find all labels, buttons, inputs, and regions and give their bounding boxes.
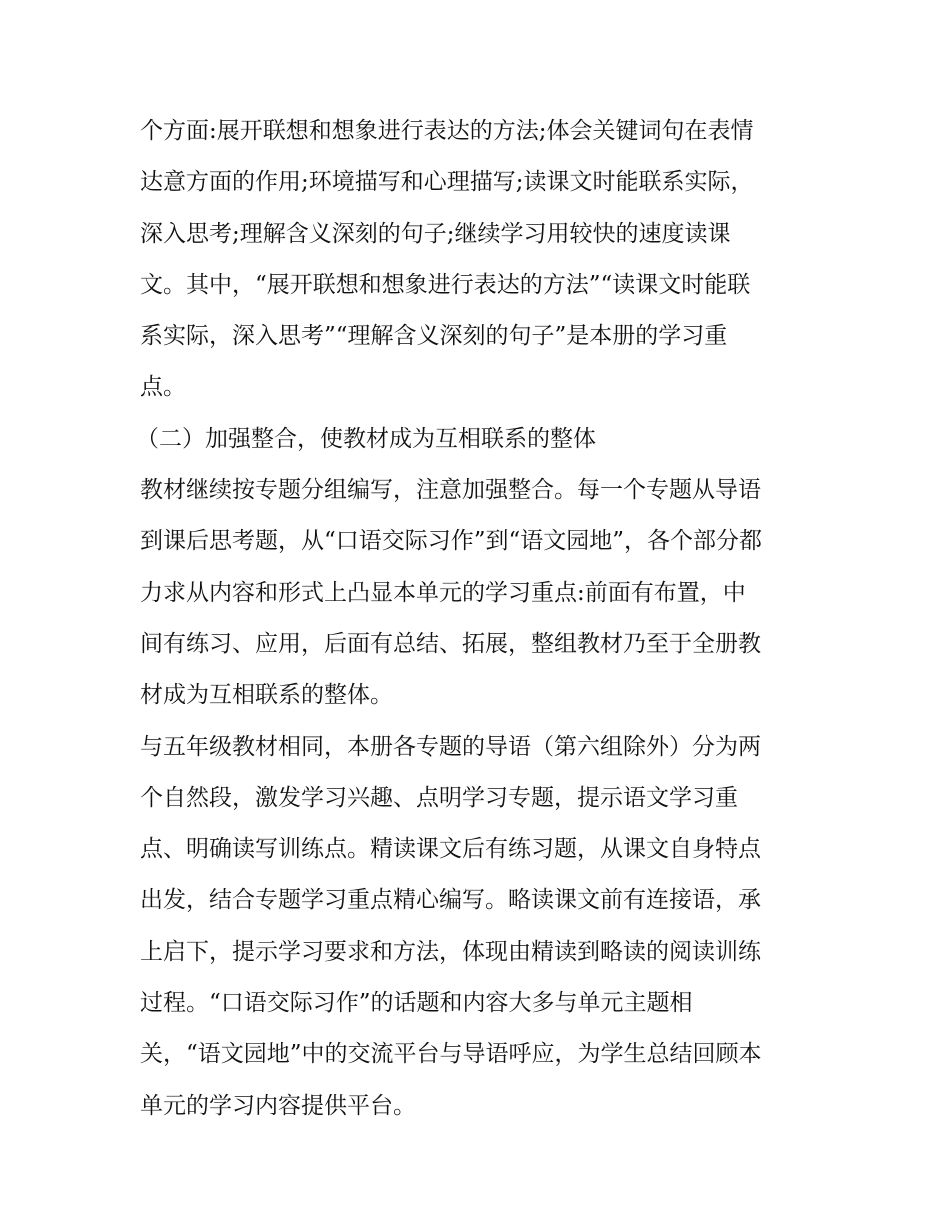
text-line: 点。 bbox=[140, 374, 186, 401]
text-line: 与五年级教材相同，本册各专题的导语（第六组除外）分为两 bbox=[140, 733, 761, 760]
text-line: 到课后思考题，从“口语交际习作”到“语文园地”，各个部分都 bbox=[140, 528, 763, 555]
text-line: 文。其中，“展开联想和想象进行表达的方法”“读课文时能联 bbox=[140, 271, 751, 298]
text-line: 过程。“口语交际习作”的话题和内容大多与单元主题相 bbox=[140, 990, 693, 1017]
section-heading: （二）加强整合，使教材成为互相联系的整体 bbox=[136, 425, 596, 452]
text-line: 深入思考;理解含义深刻的句子;继续学习用较快的速度读课 bbox=[140, 220, 731, 247]
text-line: 单元的学习内容提供平台。 bbox=[140, 1092, 416, 1119]
text-line: 点、明确读写训练点。精读课文后有练习题，从课文自身特点 bbox=[140, 836, 761, 863]
text-line: 系实际，深入思考”“理解含义深刻的句子”是本册的学习重 bbox=[140, 323, 728, 350]
body-text bbox=[136, 106, 820, 1132]
text-line: 出发，结合专题学习重点精心编写。略读课文前有连接语，承 bbox=[140, 887, 761, 914]
text-line: 达意方面的作用;环境描写和心理描写;读课文时能联系实际， bbox=[140, 169, 754, 196]
text-line: 个方面:展开联想和想象进行表达的方法;体会关键词句在表情 bbox=[140, 118, 754, 144]
text-line: 个自然段，激发学习兴趣、点明学习专题，提示语文学习重 bbox=[140, 784, 738, 811]
text-line: 间有练习、应用，后面有总结、拓展，整组教材乃至于全册教 bbox=[140, 630, 761, 657]
text-line: 力求从内容和形式上凸显本单元的学习重点:前面有布置，中 bbox=[140, 579, 746, 606]
text-line: 教材继续按专题分组编写，注意加强整合。每一个专题从导语 bbox=[140, 477, 761, 504]
text-line: 上启下，提示学习要求和方法，体现由精读到略读的阅读训练 bbox=[140, 938, 761, 965]
text-line: 关，“语文园地”中的交流平台与导语呼应，为学生总结回顾本 bbox=[140, 1041, 762, 1068]
text-line: 材成为互相联系的整体。 bbox=[140, 682, 393, 709]
